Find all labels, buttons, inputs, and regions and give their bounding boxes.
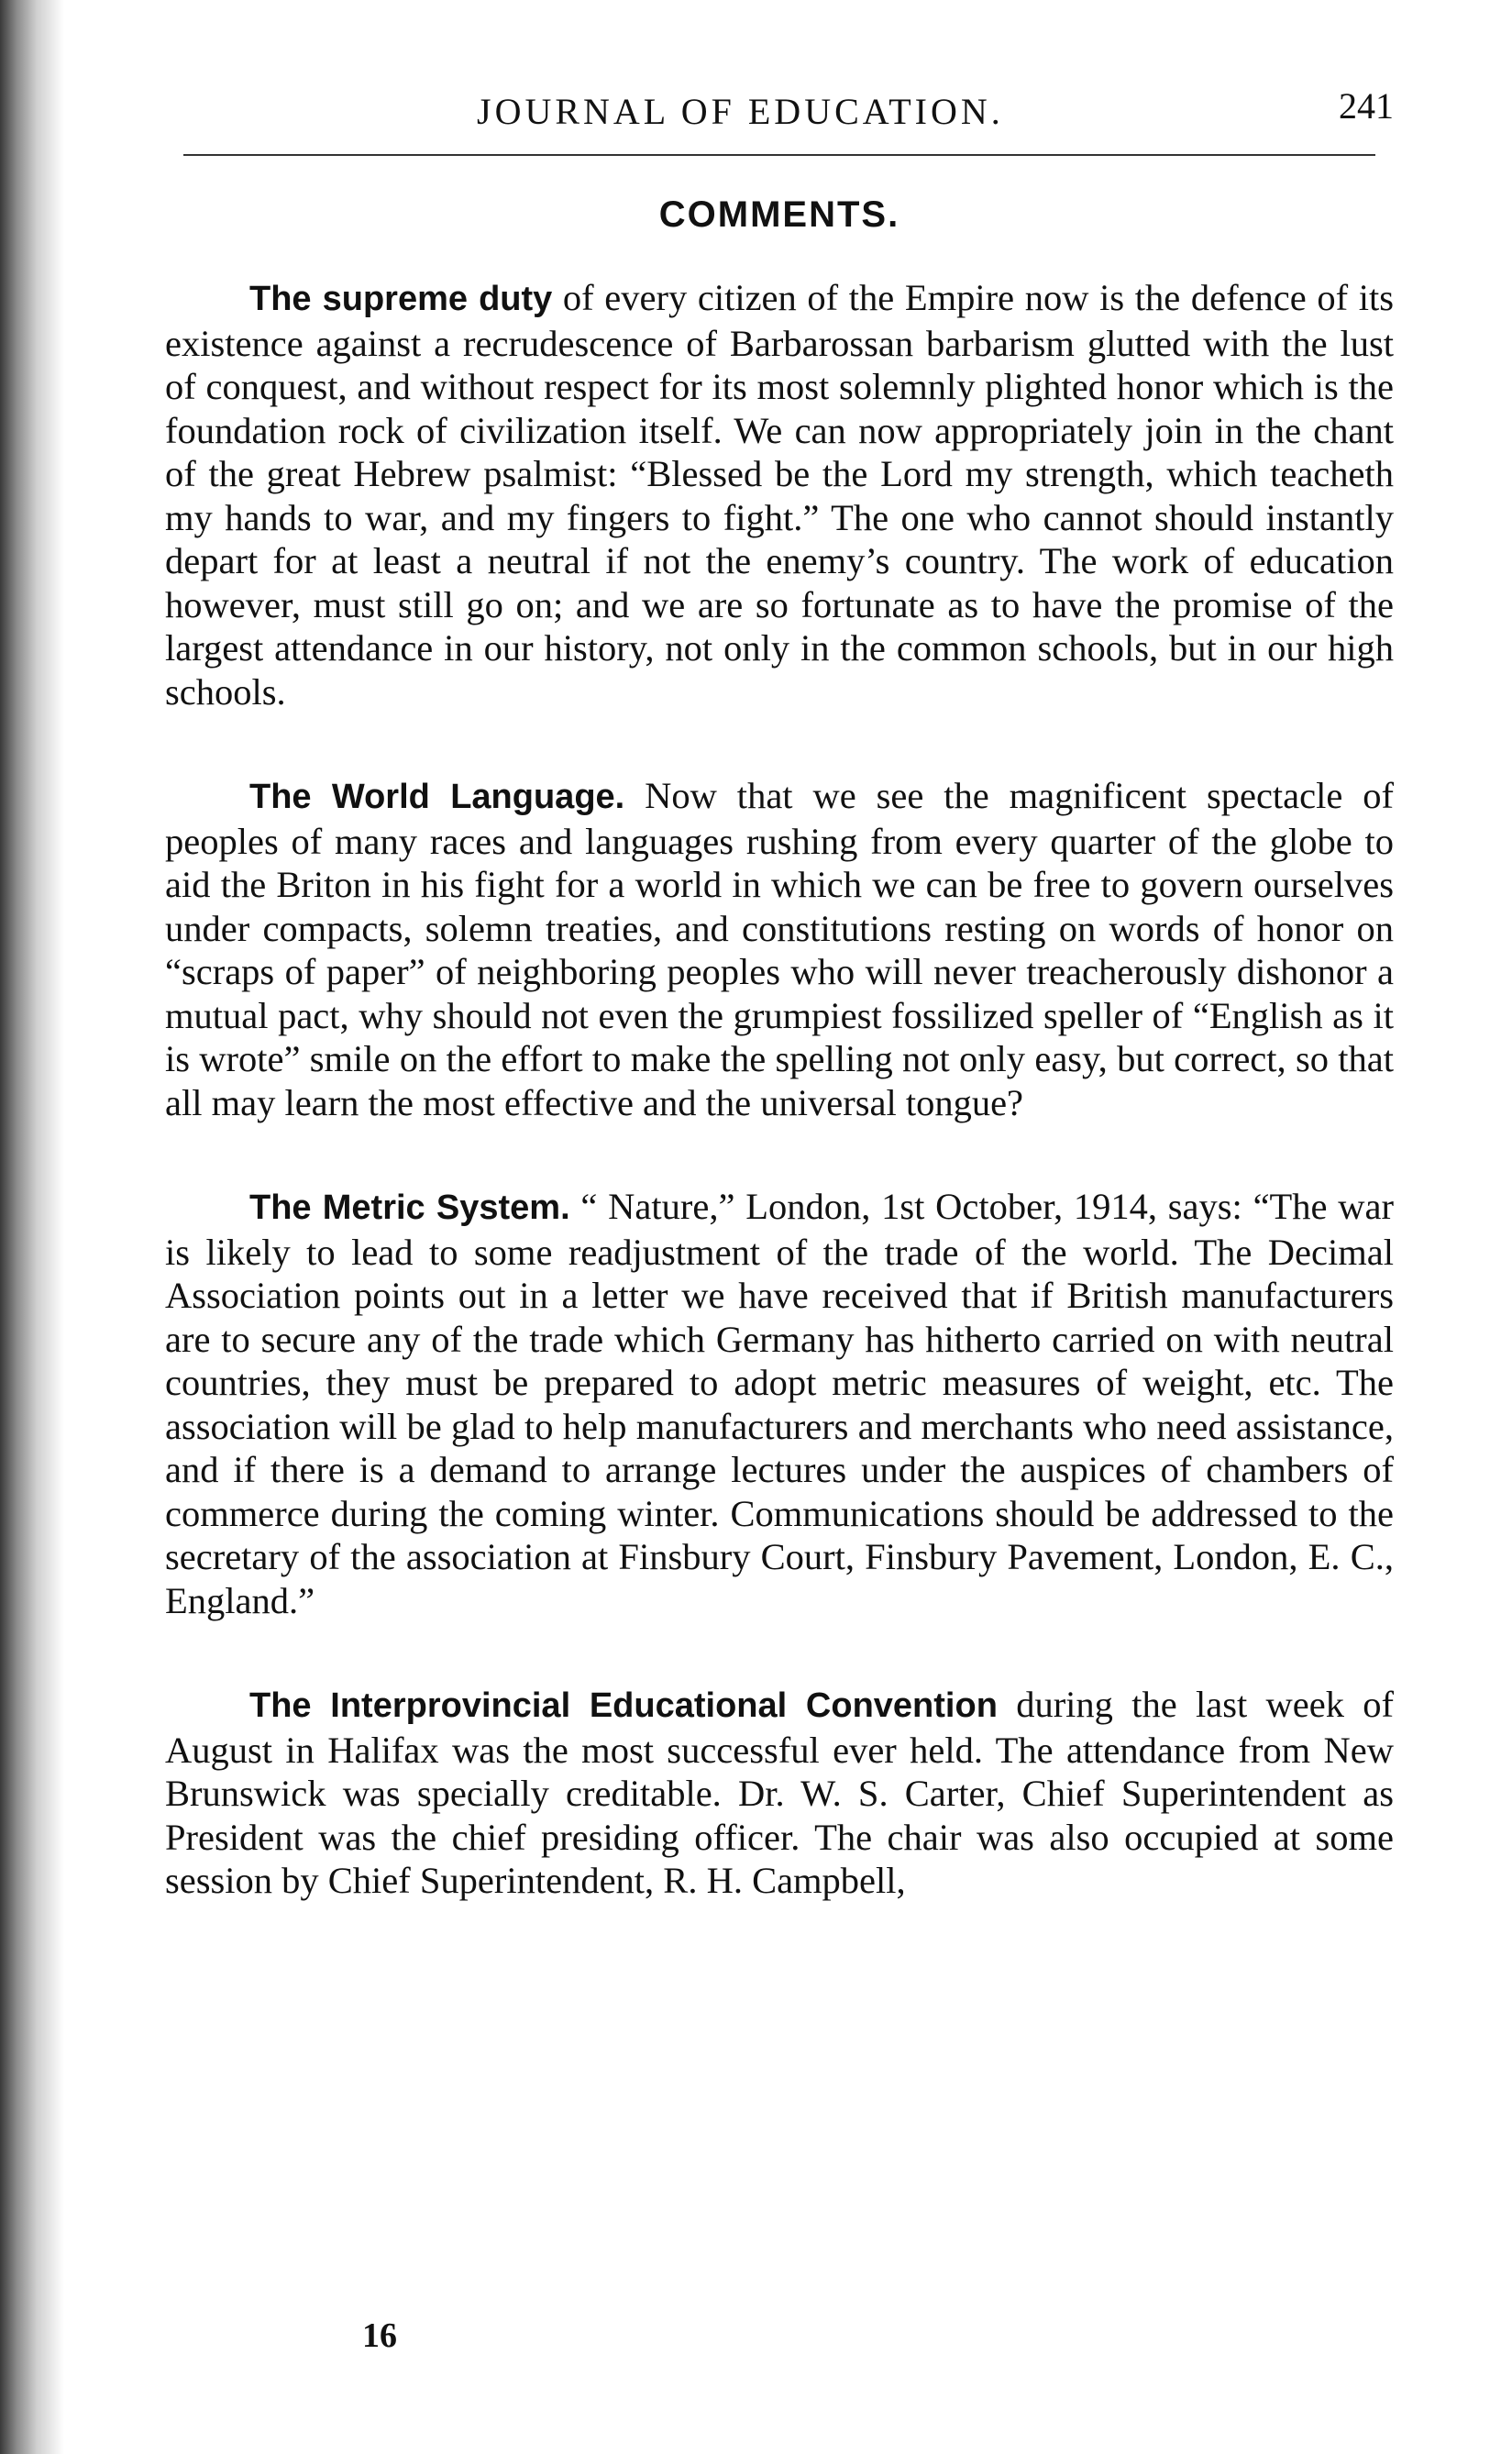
paragraph-text: during the last week of August in Halifax was the most successful ever held. The attendance from New Brunswick was specially creditable. Dr. W. S. Carter, Chief Superintendent as President was the chief presiding officer. The chair was also occupied at some session by Chief Superintendent, R. H. Campbell, xyxy=(165,1684,1394,1901)
paragraph-lead: The supreme duty xyxy=(249,280,553,318)
running-head xyxy=(165,73,1394,147)
signature-folio: 16 xyxy=(362,2316,397,2355)
section-title: COMMENTS. xyxy=(658,194,900,235)
page-number: 241 xyxy=(1339,85,1394,127)
paragraph-text: Now that we see the magnificent spectacle of peoples of many races and languages rushing from every quarter of the globe to aid the Briton in his fight for a world in which we can be free to govern ourselves under compacts, solemn treaties, and constitutions resting on words of honor on “scraps of paper” of neighboring peoples who will never treacherously dishonor a mutual pact, why should not even the grumpiest fossilized speller of “English as it is wrote” smile on the effort to make the spelling not only easy, but correct, so that all may learn the most effective and the universal tongue? xyxy=(165,775,1395,1123)
header-rule xyxy=(183,154,1375,156)
paragraph-metric-system xyxy=(165,1185,1394,1622)
paragraph-world-language xyxy=(165,774,1394,1124)
paragraph-convention xyxy=(165,1683,1394,1903)
paragraph-lead: The Metric System. xyxy=(249,1188,570,1227)
paragraph-text: of every citizen of the Empire now is the defence of its existence against a recrudescence of Barbarossan barbarism glutted with the lust of conquest, and without respect for its most solemnly plighted honor which is the foundation rock of civilization itself. We can now appropriately join in the chant of the great Hebrew psalmist: “Blessed be the Lord my strength, which teacheth my hands to war, and my fingers to fight.” The one who cannot should instantly depart for at least a neutral if not the enemy’s country. The work of education however, must still go on; and we are so fortunate as to have the promise of the largest attendance in our history, not only in the common schools, but in our high schools. xyxy=(165,277,1394,713)
paragraph-text: “ Nature,” London, 1st October, 1914, says: “The war is likely to lead to some readjustment of the trade of the world. The Decimal Association points out in a letter we have received that if British manufacturers are to secure any of the trade which Germany has hitherto carried on with neutral countries, they must be prepared to adopt metric measures of weight, etc. The association will be glad to help manufacturers and merchants who need assistance, and if there is a demand to arrange lectures under the auspices of chambers of commerce during the coming winter. Communications should be addressed to the secretary of the association at Finsbury Court, Finsbury Pavement, London, E. C., England.” xyxy=(165,1186,1394,1621)
paragraph-lead: The Interprovincial Educational Convention xyxy=(249,1686,998,1725)
binding-gutter xyxy=(0,0,64,2454)
journal-title: JOURNAL OF EDUCATION. xyxy=(477,91,1004,132)
paragraph-supreme-duty xyxy=(165,276,1394,713)
journal-page xyxy=(165,73,1394,1963)
paragraph-lead: The World Language. xyxy=(249,778,625,816)
